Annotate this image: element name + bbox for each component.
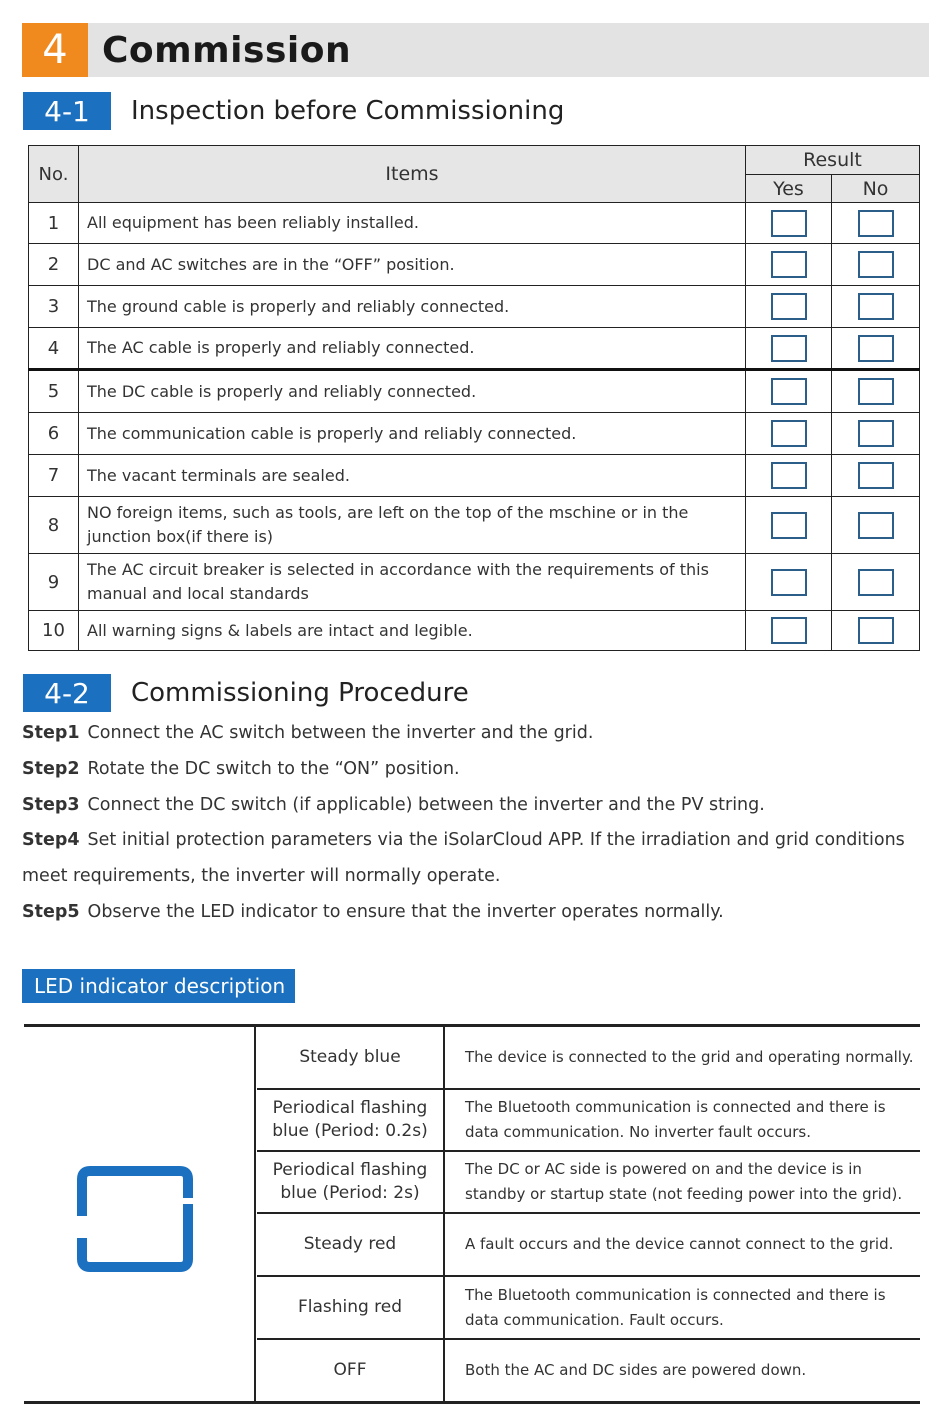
- step-5: [22, 895, 947, 931]
- no-cell: [832, 203, 920, 244]
- yes-checkbox[interactable]: [771, 569, 807, 596]
- row-number: 5: [29, 370, 79, 413]
- yes-checkbox[interactable]: [771, 617, 807, 644]
- led-row: [257, 1152, 920, 1214]
- no-cell: [832, 328, 920, 370]
- led-row: [257, 1277, 920, 1340]
- no-checkbox[interactable]: [858, 251, 894, 278]
- table-row: [29, 203, 920, 244]
- step-text: Observe the LED indicator to ensure that the inverter operates normally.: [87, 901, 724, 922]
- row-number: 4: [29, 328, 79, 370]
- yes-cell: [746, 286, 832, 328]
- step-label: Step2: [22, 758, 80, 779]
- led-state: Periodical flashing blue (Period: 0.2s): [257, 1090, 445, 1150]
- step-text: Rotate the DC switch to the “ON” position.: [87, 758, 460, 779]
- table-row: [29, 611, 920, 651]
- row-item: All equipment has been reliably installed.: [79, 203, 746, 244]
- yes-cell: [746, 554, 832, 611]
- procedure-number: 4-2: [23, 674, 111, 712]
- led-rows: [257, 1027, 920, 1401]
- table-row: [29, 497, 920, 554]
- procedure-steps: [22, 716, 947, 931]
- section-number: 4: [22, 23, 88, 77]
- row-item: The DC cable is properly and reliably connected.: [79, 370, 746, 413]
- no-checkbox[interactable]: [858, 293, 894, 320]
- table-row: [29, 554, 920, 611]
- yes-checkbox[interactable]: [771, 512, 807, 539]
- row-item: The AC circuit breaker is selected in accordance with the requirements of this manual and local standards: [79, 554, 746, 611]
- led-description: The Bluetooth communication is connected and there is data communication. No inverter fault occurs.: [465, 1098, 886, 1141]
- yes-cell: [746, 455, 832, 497]
- no-cell: [832, 554, 920, 611]
- led-row: [257, 1090, 920, 1152]
- led-icon-cell: [24, 1027, 256, 1401]
- led-row: [257, 1027, 920, 1090]
- step-text: Connect the DC switch (if applicable) between the inverter and the PV string.: [87, 794, 765, 815]
- yes-checkbox[interactable]: [771, 378, 807, 405]
- led-state: Flashing red: [257, 1277, 445, 1338]
- row-number: 2: [29, 244, 79, 286]
- procedure-header: [23, 674, 469, 712]
- no-checkbox[interactable]: [858, 335, 894, 362]
- procedure-title: Commissioning Procedure: [131, 678, 469, 708]
- yes-cell: [746, 413, 832, 455]
- row-item: The ground cable is properly and reliably connected.: [79, 286, 746, 328]
- yes-checkbox[interactable]: [771, 420, 807, 447]
- row-number: 7: [29, 455, 79, 497]
- led-row: [257, 1214, 920, 1277]
- step-2: [22, 752, 947, 788]
- led-description: The device is connected to the grid and operating normally.: [465, 1048, 914, 1066]
- step-label: Step5: [22, 901, 80, 922]
- step-label: Step1: [22, 723, 80, 743]
- inspection-number: 4-1: [23, 92, 111, 130]
- no-cell: [832, 497, 920, 554]
- row-number: 8: [29, 497, 79, 554]
- row-item: The vacant terminals are sealed.: [79, 455, 746, 497]
- yes-checkbox[interactable]: [771, 210, 807, 237]
- row-number: 1: [29, 203, 79, 244]
- header-no-result: No: [832, 175, 920, 203]
- step-text: Connect the AC switch between the inverter and the grid.: [87, 723, 594, 743]
- row-number: 9: [29, 554, 79, 611]
- row-number: 10: [29, 611, 79, 651]
- row-number: 3: [29, 286, 79, 328]
- led-state: Periodical flashing blue (Period: 2s): [257, 1152, 445, 1212]
- step-text: Set initial protection parameters via the iSolarCloud APP. If the irradiation and grid conditions meet requirements, the inverter will normally operate.: [22, 830, 905, 887]
- table-row: [29, 286, 920, 328]
- led-state: Steady blue: [257, 1027, 445, 1088]
- led-ring-icon: [76, 1165, 194, 1273]
- no-checkbox[interactable]: [858, 210, 894, 237]
- row-item: The AC cable is properly and reliably connected.: [79, 328, 746, 370]
- row-item: The communication cable is properly and reliably connected.: [79, 413, 746, 455]
- no-checkbox[interactable]: [858, 569, 894, 596]
- step-label: Step3: [22, 794, 80, 815]
- no-checkbox[interactable]: [858, 420, 894, 447]
- led-description: The DC or AC side is powered on and the device is in standby or startup state (not feeding power into the grid).: [465, 1160, 903, 1203]
- led-row: [257, 1340, 920, 1401]
- inspection-title: Inspection before Commissioning: [131, 96, 565, 126]
- row-item: All warning signs & labels are intact and legible.: [79, 611, 746, 651]
- led-description: The Bluetooth communication is connected and there is data communication. Fault occurs.: [465, 1285, 886, 1329]
- inspection-table: [28, 145, 920, 651]
- no-cell: [832, 455, 920, 497]
- led-description: A fault occurs and the device cannot connect to the grid.: [465, 1235, 894, 1253]
- no-checkbox[interactable]: [858, 462, 894, 489]
- table-row: [29, 328, 920, 370]
- no-checkbox[interactable]: [858, 512, 894, 539]
- no-cell: [832, 611, 920, 651]
- led-state: OFF: [257, 1340, 445, 1401]
- header-result: Result: [746, 146, 920, 175]
- step-4: [22, 823, 947, 895]
- yes-checkbox[interactable]: [771, 462, 807, 489]
- yes-cell: [746, 244, 832, 286]
- yes-checkbox[interactable]: [771, 251, 807, 278]
- yes-checkbox[interactable]: [771, 293, 807, 320]
- row-item: DC and AC switches are in the “OFF” position.: [79, 244, 746, 286]
- inspection-header: [23, 92, 564, 130]
- section-title: Commission: [102, 29, 352, 71]
- no-cell: [832, 244, 920, 286]
- yes-cell: [746, 497, 832, 554]
- table-row: [29, 413, 920, 455]
- yes-cell: [746, 611, 832, 651]
- yes-cell: [746, 203, 832, 244]
- yes-cell: [746, 328, 832, 370]
- header-no: No.: [29, 146, 79, 203]
- led-table: [24, 1024, 920, 1404]
- yes-cell: [746, 370, 832, 413]
- step-label: Step4: [22, 830, 80, 851]
- led-description: Both the AC and DC sides are powered down.: [465, 1361, 807, 1379]
- no-cell: [832, 286, 920, 328]
- no-cell: [832, 370, 920, 413]
- row-number: 6: [29, 413, 79, 455]
- no-cell: [832, 413, 920, 455]
- header-yes: Yes: [746, 175, 832, 203]
- header-items: Items: [79, 146, 746, 203]
- table-row: [29, 455, 920, 497]
- step-1: [22, 716, 947, 752]
- table-row: [29, 370, 920, 413]
- no-checkbox[interactable]: [858, 378, 894, 405]
- led-state: Steady red: [257, 1214, 445, 1275]
- led-section-label: LED indicator description: [22, 969, 295, 1003]
- no-checkbox[interactable]: [858, 617, 894, 644]
- table-row: [29, 244, 920, 286]
- section-header: [22, 23, 929, 77]
- row-item: NO foreign items, such as tools, are left on the top of the mschine or in the junction box(if there is): [79, 497, 746, 554]
- yes-checkbox[interactable]: [771, 335, 807, 362]
- step-3: [22, 788, 947, 824]
